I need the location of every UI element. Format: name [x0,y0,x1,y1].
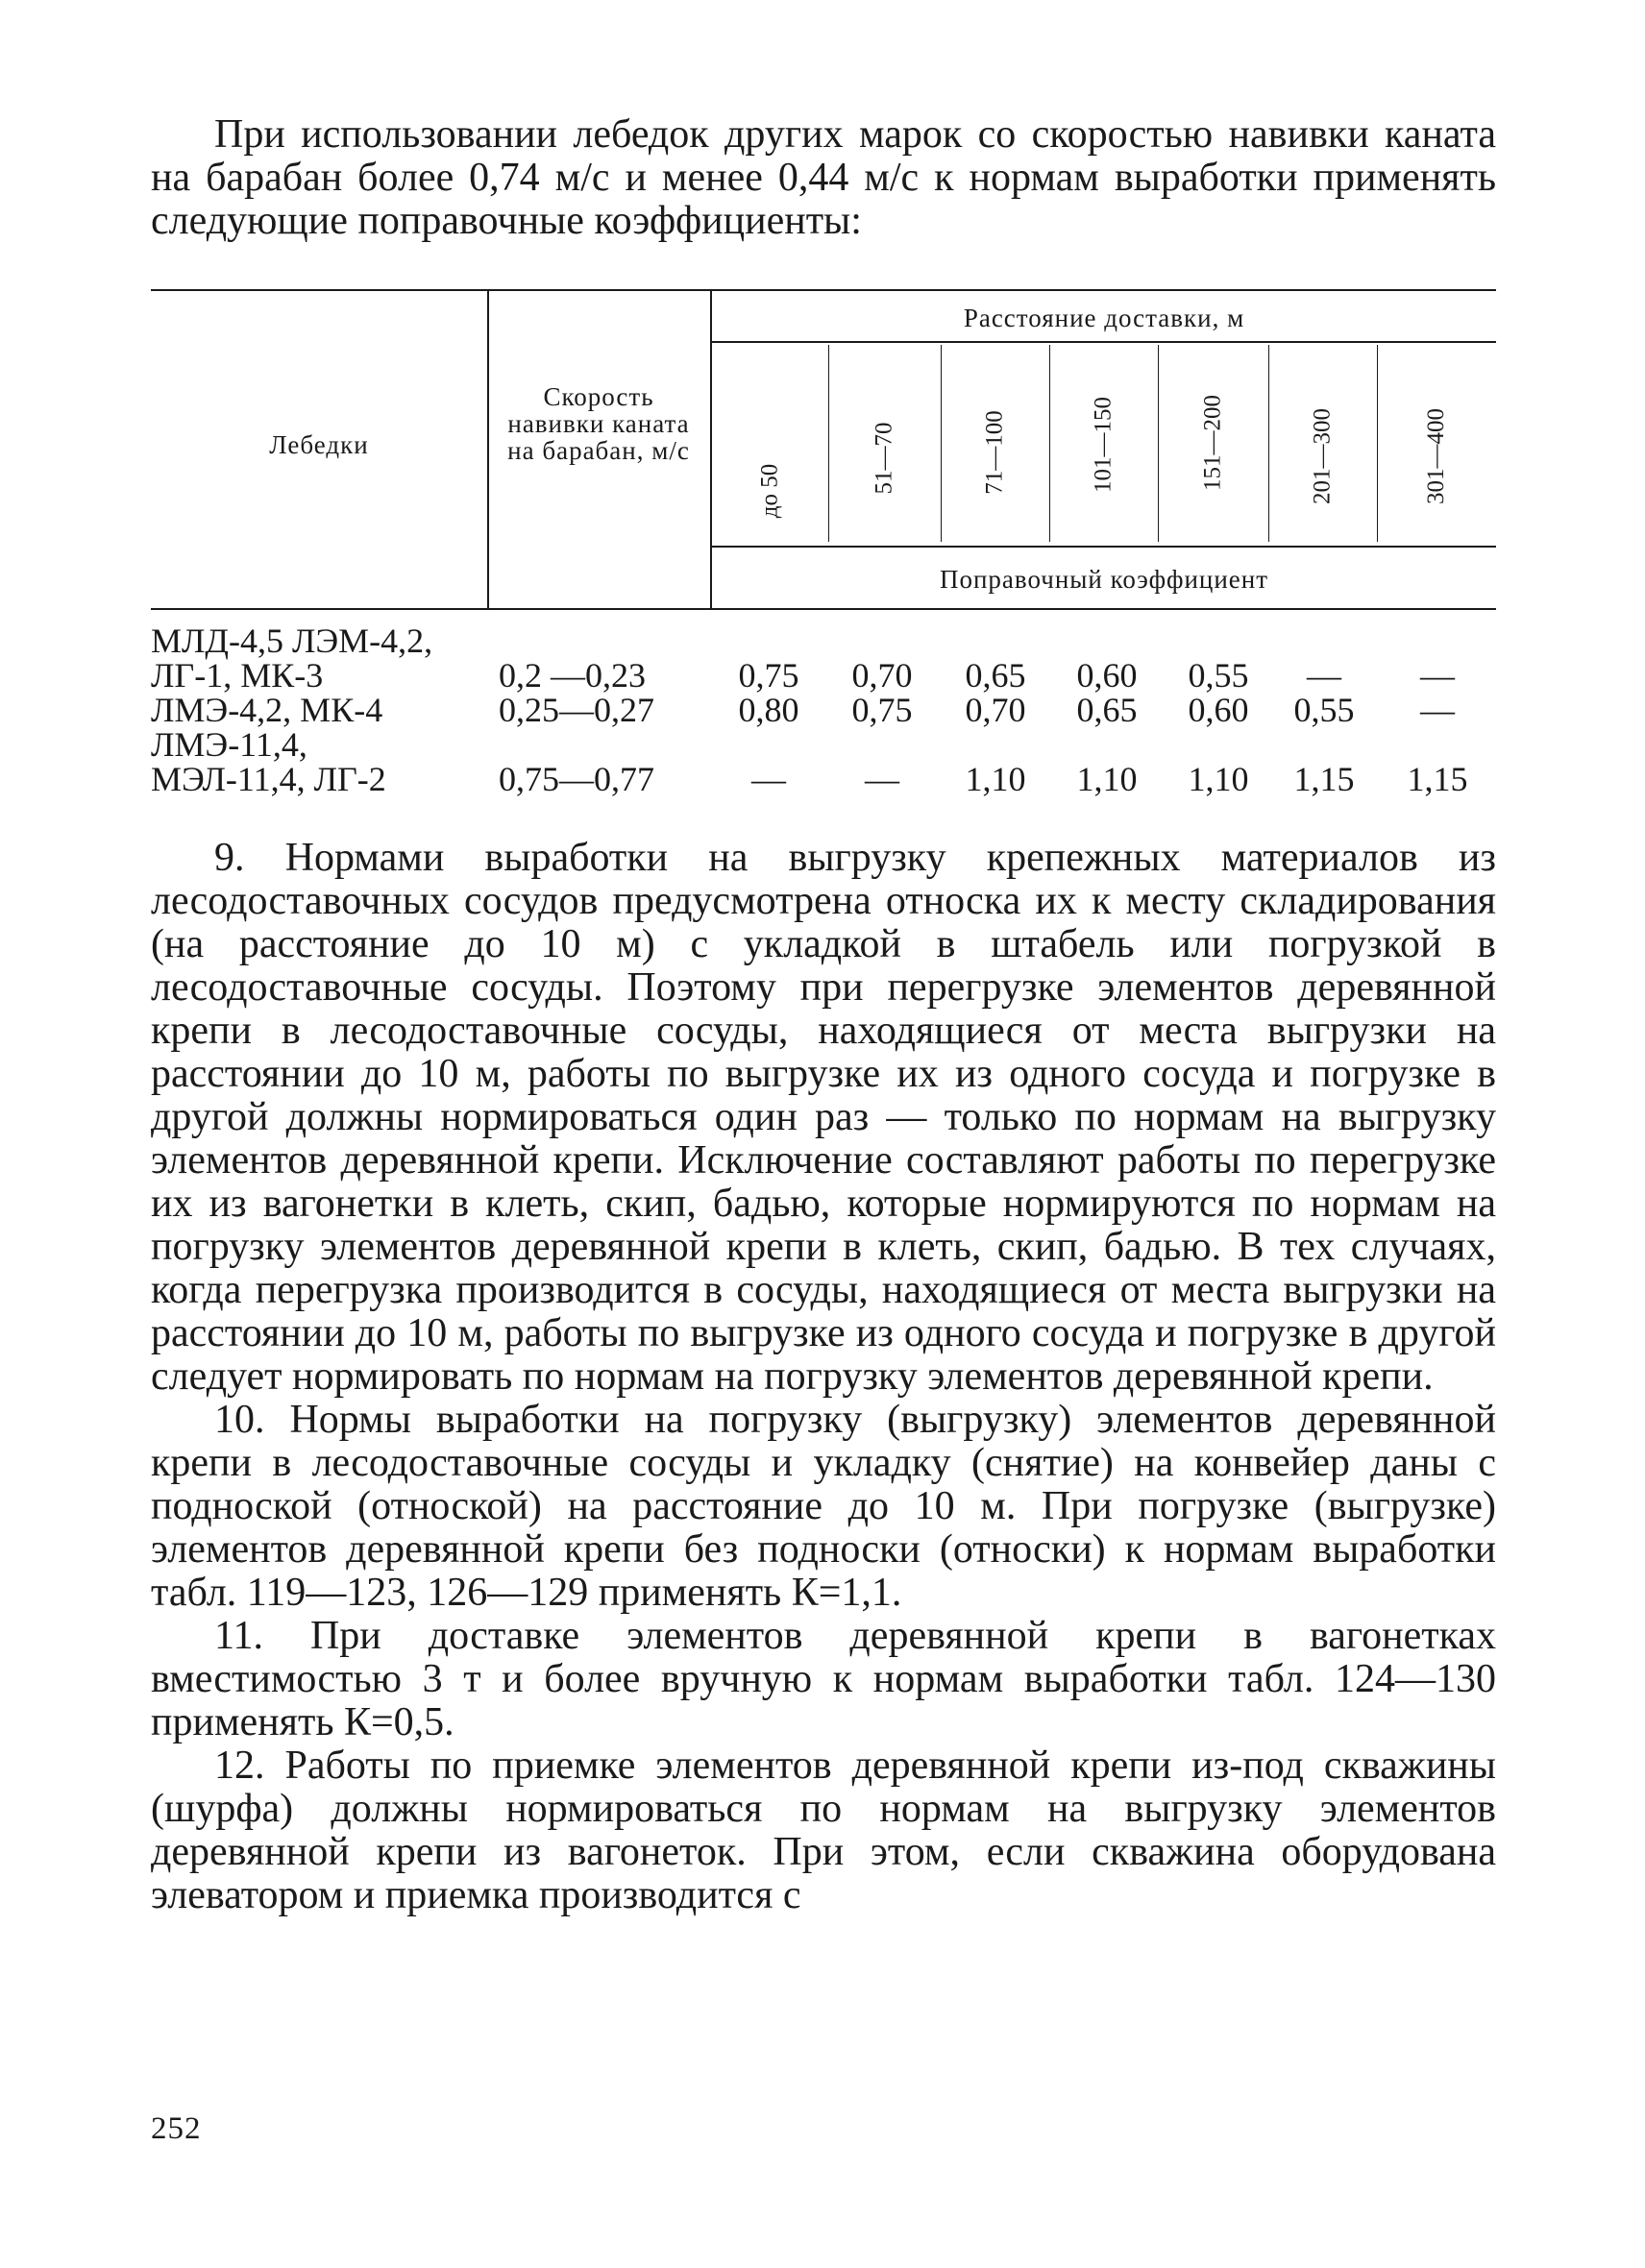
header-distance-group: Расстояние доставки, м [963,304,1245,332]
table-cell: 0,70 [851,656,913,695]
table-cell: 0,75 [851,691,913,729]
column-divider [1268,345,1269,542]
distance-header-5: 151—200 [1199,395,1226,491]
row-1-name-line-2: ЛГ-1, МК-3 [151,656,324,695]
row-1-speed: 0,2 —0,23 [499,656,646,695]
table-divider [710,291,712,608]
table-cell: — [1420,656,1455,695]
row-3-name-line-1: ЛМЭ-11,4, [151,725,307,764]
body-text [151,837,1496,1917]
table-cell: 1,15 [1293,760,1355,798]
header-speed: Скорость навивки каната на барабан, м/с [507,382,690,465]
row-3-name-line-2: МЭЛ-11,4, ЛГ-2 [151,760,386,798]
table-cell: 0,60 [1076,656,1138,695]
table-divider [712,546,1496,548]
paragraph-12: 12. Работы по приемке элементов деревянной крепи из-под скважины (шурфа) должны нормироваться по нормам на выгрузку элементов деревянной крепи из вагонеток. При этом, если скважина оборудована элеватором и приемка производится с [151,1744,1496,1917]
table-cell: 0,70 [965,691,1026,729]
paragraph-10: 10. Нормы выработки на погрузку (выгрузку) элементов деревянной крепи в лесодоставочные сосуды и укладку (снятие) на конвейер даны с подноской (отноской) на расстояние до 10 м. При погрузке (выгрузке) элементов деревянной крепи без подноски (относки) к нормам выработки табл. 119—123, 126—129 применять К=1,1. [151,1398,1496,1615]
table-cell: — [751,760,786,798]
distance-header-7: 301—400 [1423,408,1449,504]
table-cell: 0,55 [1188,656,1249,695]
distance-header-1: до 50 [756,463,783,519]
paragraph-9: 9. Нормами выработки на выгрузку крепежных материалов из лесодоставочных сосудов предусмотрена относка их к месту складирования (на расстояние до 10 м) с укладкой в штабель или погрузкой в лесодоставочные сосуды. Поэтому при перегрузке элементов деревянной крепи в лесодоставочные сосуды, находящиеся от места выгрузки на расстоянии до 10 м, работы по выгрузке их из одного сосуда и погрузке в другой должны нормироваться один раз — только по нормам на выгрузку элементов деревянной крепи. Исключение составляют работы по перегрузке их из вагонетки в клеть, скип, бадью, которые нормируются по нормам на погрузку элементов деревянной крепи в клеть, скип, бадью. В тех случаях, когда перегрузка производится в сосуды, находящиеся от места выгрузки на расстоянии до 10 м, работы по выгрузке из одного сосуда и погрузке в другой следует нормировать по нормам на погрузку элементов деревянной крепи. [151,836,1496,1399]
row-3-speed: 0,75—0,77 [499,760,654,798]
distance-header-6: 201—300 [1309,408,1336,504]
header-coefficient: Поправочный коэффициент [939,565,1269,594]
coefficients-table-header [151,289,1496,610]
table-cell: 0,65 [1076,691,1138,729]
table-cell: — [1307,656,1341,695]
distance-header-2: 51—70 [871,422,897,495]
row-2-speed: 0,25—0,27 [499,691,654,729]
column-divider [828,345,829,542]
distance-header-3: 71—100 [981,410,1008,495]
table-divider [487,291,489,608]
paragraph-11: 11. При доставке элементов деревянной крепи в вагонетках вместимостью 3 т и более вручную к нормам выработки табл. 124—130 применять К=0,5. [151,1614,1496,1744]
table-cell: — [1420,691,1455,729]
table-cell: 1,15 [1407,760,1468,798]
table-cell: 1,10 [965,760,1026,798]
page-number: 252 [151,2111,202,2146]
table-cell: 0,60 [1188,691,1249,729]
intro-paragraph: При использовании лебедок других марок со скоростью навивки каната на барабан более 0,74 м/с и менее 0,44 м/с к нормам выработки применять следующие поправочные коэффициенты: [151,112,1496,243]
table-cell: — [865,760,899,798]
column-divider [941,345,942,542]
row-2-name-line-1: ЛМЭ-4,2, МК-4 [151,691,383,729]
table-divider [712,341,1496,343]
coefficients-table-body [151,623,1496,825]
table-cell: 0,65 [965,656,1026,695]
column-divider [1377,345,1378,542]
table-cell: 0,75 [738,656,799,695]
column-divider [1158,345,1159,542]
table-cell: 0,55 [1293,691,1355,729]
table-cell: 1,10 [1076,760,1138,798]
header-winches: Лебедки [269,430,369,459]
row-1-name-line-1: МЛД-4,5 ЛЭМ-4,2, [151,622,433,660]
page-content [151,113,1496,1917]
distance-header-4: 101—150 [1090,397,1117,493]
table-cell: 0,80 [738,691,799,729]
column-divider [1049,345,1050,542]
table-cell: 1,10 [1188,760,1249,798]
